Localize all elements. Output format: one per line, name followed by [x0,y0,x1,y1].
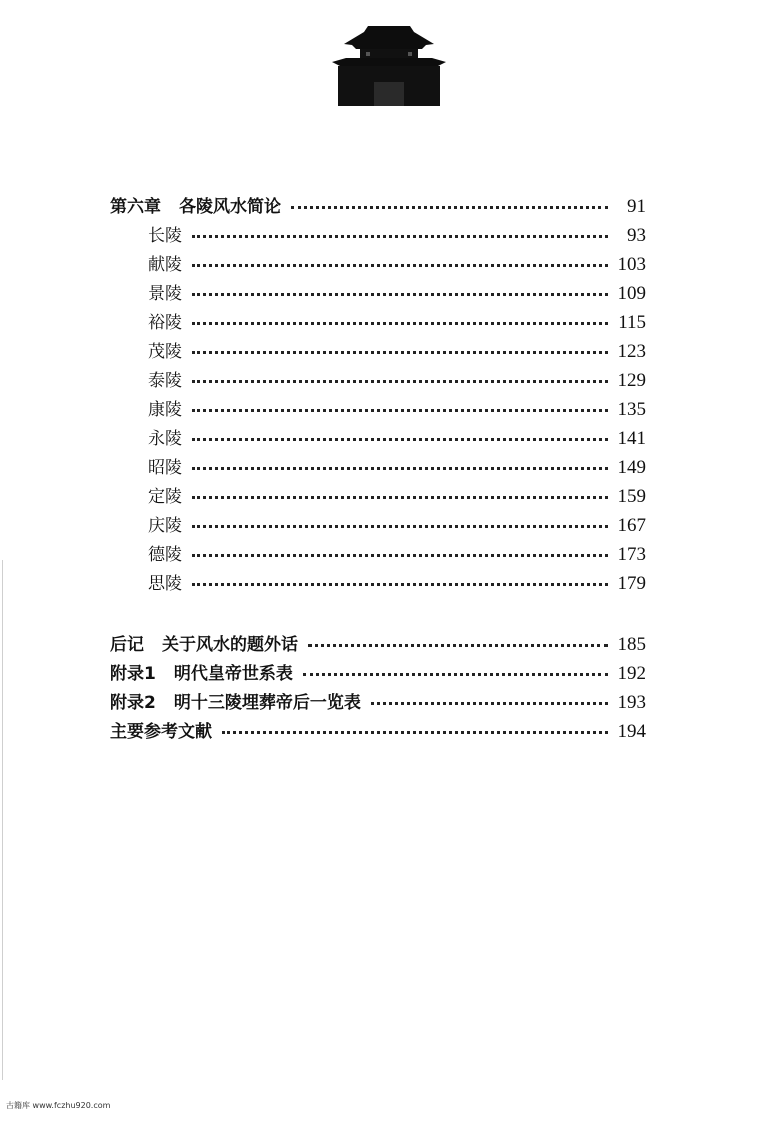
toc-entry[interactable] [148,540,646,566]
page-edge-line [2,560,3,1080]
toc-entry[interactable] [148,569,646,595]
page-number: 129 [617,370,646,391]
page-number: 109 [617,283,646,304]
toc-backmatter-entry[interactable] [110,630,646,656]
leader-dots [192,293,608,296]
toc-entry[interactable] [148,279,646,305]
leader-dots [192,351,608,354]
page-number: 179 [617,573,646,594]
toc-entry[interactable] [148,453,646,479]
entry-title: 永陵 [148,429,182,449]
page-number: 149 [617,457,646,478]
leader-dots [308,644,608,647]
page-number: 91 [627,196,646,217]
page-number: 185 [617,634,646,655]
leader-dots [192,235,608,238]
entry-title: 茂陵 [148,342,182,362]
toc-entry[interactable] [148,250,646,276]
page-number: 141 [617,428,646,449]
entry-title: 昭陵 [148,458,182,478]
entry-title: 景陵 [148,284,182,304]
footer-watermark: 古籍库 www.fczhu920.com [6,1101,111,1110]
page-number: 167 [617,515,646,536]
toc-entry[interactable] [148,511,646,537]
page-number: 123 [617,341,646,362]
page-number: 194 [617,721,646,742]
entry-title: 定陵 [148,487,182,507]
toc-entry[interactable] [148,337,646,363]
toc-entry[interactable] [148,366,646,392]
leader-dots [192,525,608,528]
leader-dots [192,467,608,470]
toc-entry[interactable] [148,308,646,334]
entry-title: 裕陵 [148,313,182,333]
leader-dots [303,673,608,676]
leader-dots [192,409,608,412]
entry-title: 思陵 [148,574,182,594]
entry-title: 后记 关于风水的题外话 [110,635,298,655]
leader-dots [192,380,608,383]
toc-backmatter-entry[interactable] [110,659,646,685]
toc-entry[interactable] [148,221,646,247]
entry-title: 附录2 明十三陵埋葬帝后一览表 [110,693,361,713]
entry-title: 泰陵 [148,371,182,391]
leader-dots [371,702,608,705]
entry-title: 长陵 [148,226,182,246]
leader-dots [192,496,608,499]
entry-title: 主要参考文献 [110,722,212,742]
toc-backmatter-entry[interactable] [110,717,646,743]
leader-dots [192,264,608,267]
entry-title: 附录1 明代皇帝世系表 [110,664,293,684]
leader-dots [192,438,608,441]
page-number: 93 [627,225,646,246]
page-number: 115 [618,312,646,333]
leader-dots [192,322,608,325]
page-number: 192 [617,663,646,684]
toc-backmatter-entry[interactable] [110,688,646,714]
entry-title: 康陵 [148,400,182,420]
entry-title: 献陵 [148,255,182,275]
leader-dots [291,206,608,209]
leader-dots [222,731,608,734]
leader-dots [192,554,608,557]
toc-entry[interactable] [148,395,646,421]
chapter-heading: 第六章 各陵风水简论 [110,197,281,217]
toc-entry[interactable] [148,424,646,450]
toc-entry[interactable] [148,482,646,508]
toc-chapter-6[interactable] [110,192,646,218]
page-number: 173 [617,544,646,565]
gate-tower-icon [326,22,452,108]
entry-title: 庆陵 [148,516,182,536]
page-number: 159 [617,486,646,507]
page-number: 135 [617,399,646,420]
page-number: 103 [617,254,646,275]
page-number: 193 [617,692,646,713]
entry-title: 德陵 [148,545,182,565]
leader-dots [192,583,608,586]
